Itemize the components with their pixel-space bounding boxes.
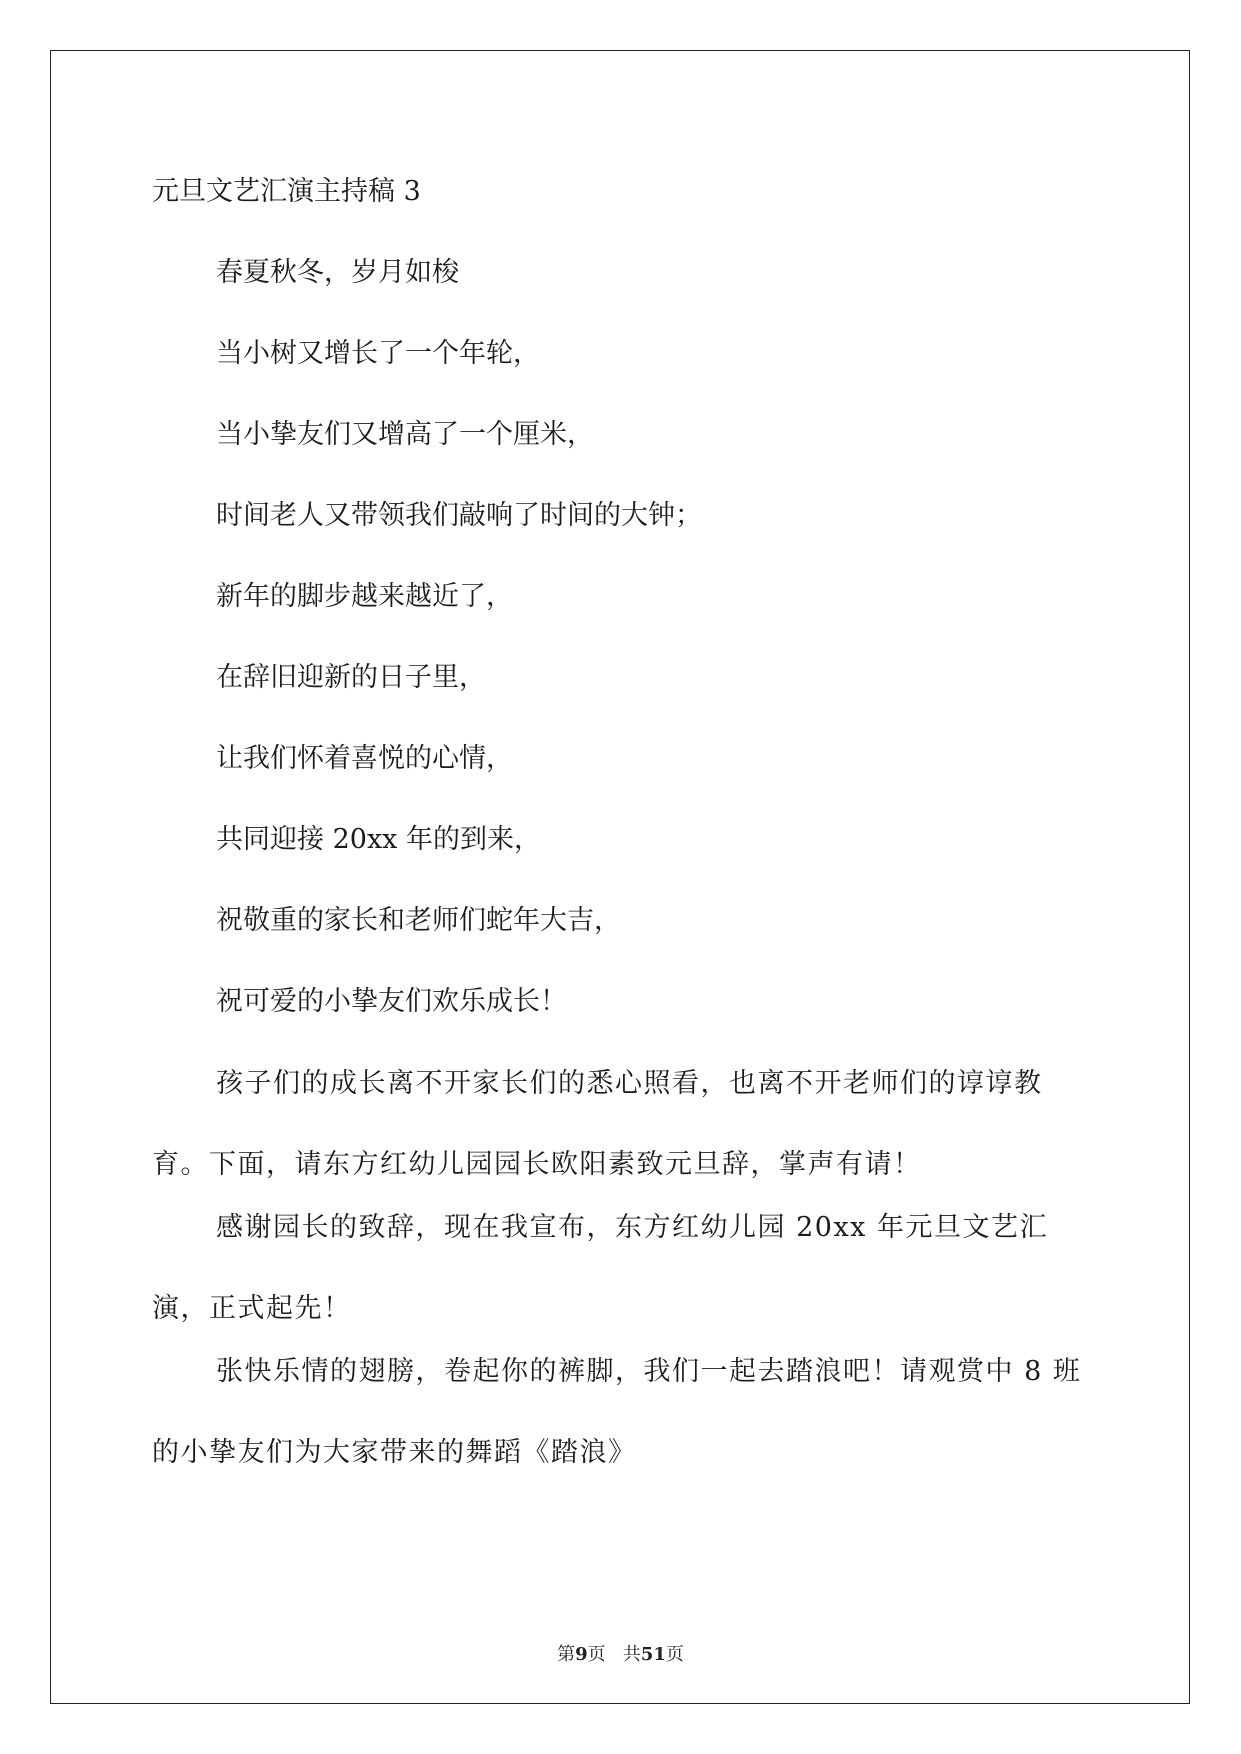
verse-line: 当小树又增长了一个年轮， (216, 338, 540, 369)
verse-line: 祝可爱的小挚友们欢乐成长！ (216, 986, 567, 1017)
footer-total-prefix: 共 (622, 1644, 641, 1665)
verse-line: 在辞旧迎新的日子里， (216, 662, 486, 693)
verse-line: 共同迎接 20xx 年的到来， (216, 824, 541, 855)
paragraph: 张快乐情的翅膀，卷起你的裤脚，我们一起去踏浪吧！请观赏中 8 班的小挚友们为大家带来的舞蹈《踏浪》 (152, 1356, 1082, 1468)
paragraph: 感谢园长的致辞，现在我宣布，东方红幼儿园 20xx 年元旦文艺汇演，正式起先！ (152, 1212, 1048, 1324)
verse-line: 当小挚友们又增高了一个厘米， (216, 419, 594, 450)
verse-line: 春夏秋冬，岁月如梭 (216, 257, 459, 288)
footer-total-suffix: 页 (665, 1644, 684, 1665)
verse-line: 祝敬重的家长和老师们蛇年大吉， (216, 905, 621, 936)
footer-page-suffix: 页 (587, 1644, 606, 1665)
document-body (152, 170, 1092, 1493)
verse-line: 让我们怀着喜悦的心情， (216, 743, 513, 774)
page-footer (0, 1640, 1241, 1666)
current-page-number: 9 (575, 1644, 588, 1665)
document-title: 元旦文艺汇演主持稿 3 (152, 176, 421, 207)
footer-prefix: 第 (557, 1644, 576, 1665)
verse-line: 新年的脚步越来越近了， (216, 581, 513, 612)
total-page-count: 51 (640, 1644, 666, 1665)
paragraph: 孩子们的成长离不开家长们的悉心照看，也离不开老师们的谆谆教育。下面，请东方红幼儿园园长欧阳素致元旦辞，掌声有请！ (152, 1068, 1043, 1180)
verse-line: 时间老人又带领我们敲响了时间的大钟； (216, 500, 702, 531)
